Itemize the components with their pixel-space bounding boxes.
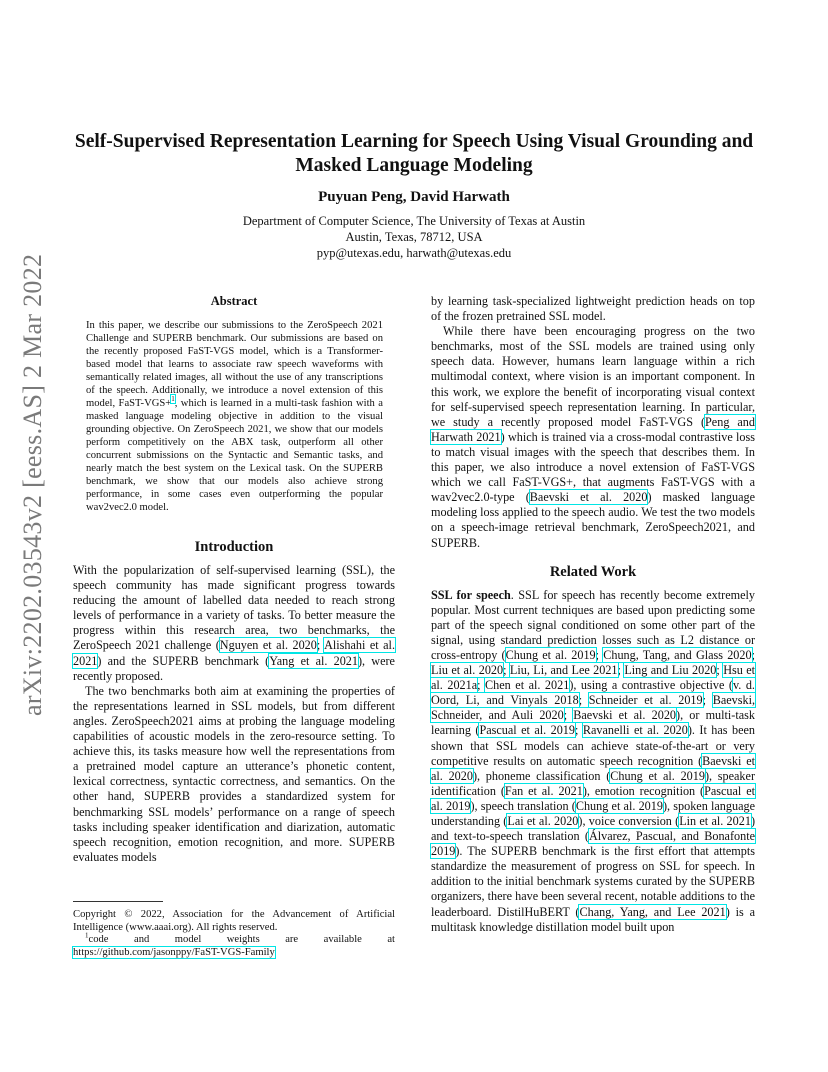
body-text: ), emotion recognition ( [582, 783, 705, 798]
footnote-1 [73, 931, 395, 947]
introduction-paragraph-1 [73, 563, 395, 684]
related-work-heading: Related Work [549, 563, 637, 580]
citation-link[interactable]: Baevski et al. 2020 [529, 490, 648, 505]
citation-link[interactable]: Ling and Liu 2020 [624, 663, 717, 678]
citation-link[interactable]: Baevski, Schneider, and Auli 2020 [431, 693, 756, 723]
citation-link[interactable]: Pascual et al. 2019 [431, 783, 755, 813]
footnote-rule [73, 901, 163, 902]
footnote-marker-1[interactable]: 1 [171, 395, 175, 404]
citation-link[interactable]: Chung et al. 2019 [575, 798, 663, 813]
separator: ; [578, 693, 589, 708]
citation-link[interactable]: Baevski et al. 2020 [573, 708, 677, 723]
citation-link[interactable]: Álvarez, Pascual, and Bonafonte 2019 [431, 829, 755, 859]
body-text: ), spoken language understanding ( [431, 798, 756, 828]
copyright-notice: Copyright © 2022, Association for the Advancement of Artificial Intelligence (www.aaai.org). All rights reserved. [73, 909, 395, 933]
citation-link[interactable]: Chung, Tang, and Glass 2020 [603, 647, 752, 662]
title-line-2: Masked Language Modeling [295, 155, 533, 176]
citation-link[interactable]: Schneider et al. 2019 [588, 693, 703, 708]
separator: ; [575, 723, 583, 738]
footnote-area [73, 901, 395, 959]
right-column [431, 294, 755, 935]
body-text: ) masked language modeling loss applied to the speech audio. We test the two models on a speech-image retrieval benchmark, ZeroSpeech2021, and SUPERB. [431, 490, 755, 550]
separator: ; [716, 663, 724, 678]
separator: ; [617, 663, 625, 678]
left-column [73, 294, 395, 865]
citation-link[interactable]: Nguyen et al. 2020 [219, 638, 317, 653]
affiliation-address: Austin, Texas, 78712, USA [345, 230, 483, 244]
citation-link[interactable]: Chang, Yang, and Lee 2021 [579, 904, 726, 919]
separator: ; [751, 647, 755, 662]
footnote-1-text: code and model weights are available at [88, 934, 395, 945]
body-text: ), or multi-task learning ( [431, 708, 756, 738]
intro-text: ) and the SUPERB benchmark ( [97, 653, 270, 668]
intro-text: ; [316, 638, 325, 653]
intro-text: ), were recently proposed. [73, 653, 395, 683]
citation-link[interactable]: Chen et al. 2021 [485, 678, 570, 693]
citation-link[interactable]: Fan et al. 2021 [504, 783, 583, 798]
introduction-heading: Introduction [194, 539, 274, 555]
abstract-heading: Abstract [210, 294, 258, 308]
affiliation-block [70, 213, 758, 261]
separator: ; [503, 663, 510, 678]
body-text: ), speaker identification ( [431, 768, 755, 798]
body-text: ) and text-to-speech translation ( [431, 814, 755, 844]
citation-link[interactable]: Alishahi et al. 2021 [73, 638, 395, 668]
separator: ; [563, 708, 574, 723]
introduction-paragraph-2: The two benchmarks both aim at examining the properties of the representations learned in SSL models, but from different angles. ZeroSpeech2021 aims at probing the language modeling capabilities of acoustic models in the zero-resource setting. To achieve this, its tasks measure how well the representations from a pretrained model capture an utterance’s phonetic content, lexical correctness, syntactic correctness, and semantics. On the other hand, SUPERB provides a standardized system for benchmarking SSL models’ performance on a range of speech tasks including speaker identification and diarization, automatic speech recognition, emotion recognition, and more. SUPERB evaluates models [73, 683, 395, 864]
body-text: ). It has been shown that SSL models can achieve state-of-the-art or very competitive results on automatic speech recognition ( [431, 723, 755, 768]
citation-link[interactable]: Pascual et al. 2019 [479, 723, 575, 738]
separator: ; [477, 678, 486, 693]
body-text: ) is a multitask knowledge distillation model built upon [431, 904, 755, 934]
body-text: ). The SUPERB benchmark is the first effort that attempts standardize the measurement of progress on SSL for speech. In addition to the initial benchmark systems curated by the SUPERB organizers, there have been several recent, notable additions to the leaderboard. DistilHuBERT ( [431, 844, 755, 919]
github-repo-link[interactable]: https://github.com/jasonppy/FaST-VGS-Family [73, 946, 275, 958]
citation-link[interactable]: Yang et al. 2021 [269, 653, 358, 668]
citation-link[interactable]: Peng and Harwath 2021 [431, 414, 755, 444]
body-text: . SSL for speech has recently become extremely popular. Most current techniques are based upon predicting some part of the speech signal conditioned on some other part of the signal, using standard prediction losses such as L2 distance or cross-entropy ( [431, 587, 755, 662]
citation-link[interactable]: Lin et al. 2021 [679, 814, 751, 828]
footnote-1-marker: 1 [85, 931, 89, 940]
citation-link[interactable]: Hsu et al. 2021a [431, 663, 756, 693]
citation-link[interactable]: Liu, Li, and Lee 2021 [509, 663, 618, 678]
citation-link[interactable]: Baevski et al. 2020 [431, 753, 755, 783]
abstract-text [86, 319, 383, 514]
related-work-paragraph [431, 588, 755, 935]
body-text: While there have been encouraging progress on the two benchmarks, most of the SSL models are trained using only speech data. However, humans learn language within a rich multimodal context, where vision is an important component. In this work, we explore the benefit of incorporating visual context for self-supervised speech representation learning. In particular, we study a recently proposed model FaST-VGS ( [431, 324, 755, 429]
intro-text: With the popularization of self-supervised learning (SSL), the speech community has made significant progress towards reducing the amount of labelled data needed to reach strong levels of performance in a variety of tasks. To better measure the progress within this research area, two benchmarks, the ZeroSpeech 2021 challenge ( [73, 563, 395, 653]
right-paragraph-0: by learning task-specialized lightweight prediction heads on top of the frozen pretrained SSL model. [431, 294, 755, 324]
body-text: ), phoneme classification ( [472, 768, 611, 783]
footnote-1-url-line [73, 947, 395, 960]
title-line-1: Self-Supervised Representation Learning for Speech Using Visual Grounding and [74, 131, 754, 152]
author-list: Puyuan Peng, David Harwath [318, 189, 510, 205]
paper-title [70, 130, 758, 178]
right-paragraph-1 [431, 324, 755, 550]
citation-link[interactable]: v. d. Oord, Li, and Vinyals 2018 [431, 678, 755, 708]
separator: ; [702, 693, 713, 708]
abstract-text-part-2: , which is learned in a multi-task fashion with a masked language modeling objective in addition to the visual grounding objective. On ZeroSpeech 2021, we show that our models perform competitively on the ABX task, outperform all other concurrent submissions on the Syntactic and Semantic tasks, and nearly match the best system on the Lexical task. On the SUPERB benchmark, we show that our models also achieve strong performance, in some cases even outperforming the popular wav2vec2.0 model. [86, 398, 383, 513]
citation-link[interactable]: Liu et al. 2020 [431, 663, 504, 678]
body-text: ) which is trained via a cross-modal contrastive loss to match visual images with the speech that describes them. In this paper, we also introduce a novel extension of FaST-VGS which we call FaST-VGS+, that augments FaST-VGS with a wav2vec2.0-type ( [431, 429, 755, 505]
affiliation-emails: pyp@utexas.edu, harwath@utexas.edu [316, 246, 512, 260]
citation-link[interactable]: Chung et al. 2019 [505, 647, 596, 662]
body-text: ), using a contrastive objective ( [569, 678, 733, 693]
citation-link[interactable]: Ravanelli et al. 2020 [582, 723, 688, 738]
ssl-for-speech-runin: SSL for speech [431, 587, 511, 602]
arxiv-identifier-stamp: arXiv:2202.03543v2 [eess.AS] 2 Mar 2022 [18, 253, 47, 717]
abstract-text-part-1: In this paper, we describe our submissions to the ZeroSpeech 2021 Challenge and SUPERB benchmark. Our submissions are based on the recently proposed FaST-VGS model, which is a Transformer-based model that learns to associate raw speech waveforms with semantically related images, all without the use of any transcriptions of the speech. Additionally, we introduce a novel extension of this model, FaST-VGS+ [86, 320, 383, 409]
separator: ; [595, 647, 604, 662]
body-text: ), voice conversion ( [578, 814, 680, 828]
affiliation-department: Department of Computer Science, The University of Texas at Austin [242, 214, 586, 228]
body-text: ), speech translation ( [470, 798, 576, 813]
citation-link[interactable]: Chung et al. 2019 [610, 768, 705, 783]
citation-link[interactable]: Lai et al. 2020 [507, 814, 579, 828]
